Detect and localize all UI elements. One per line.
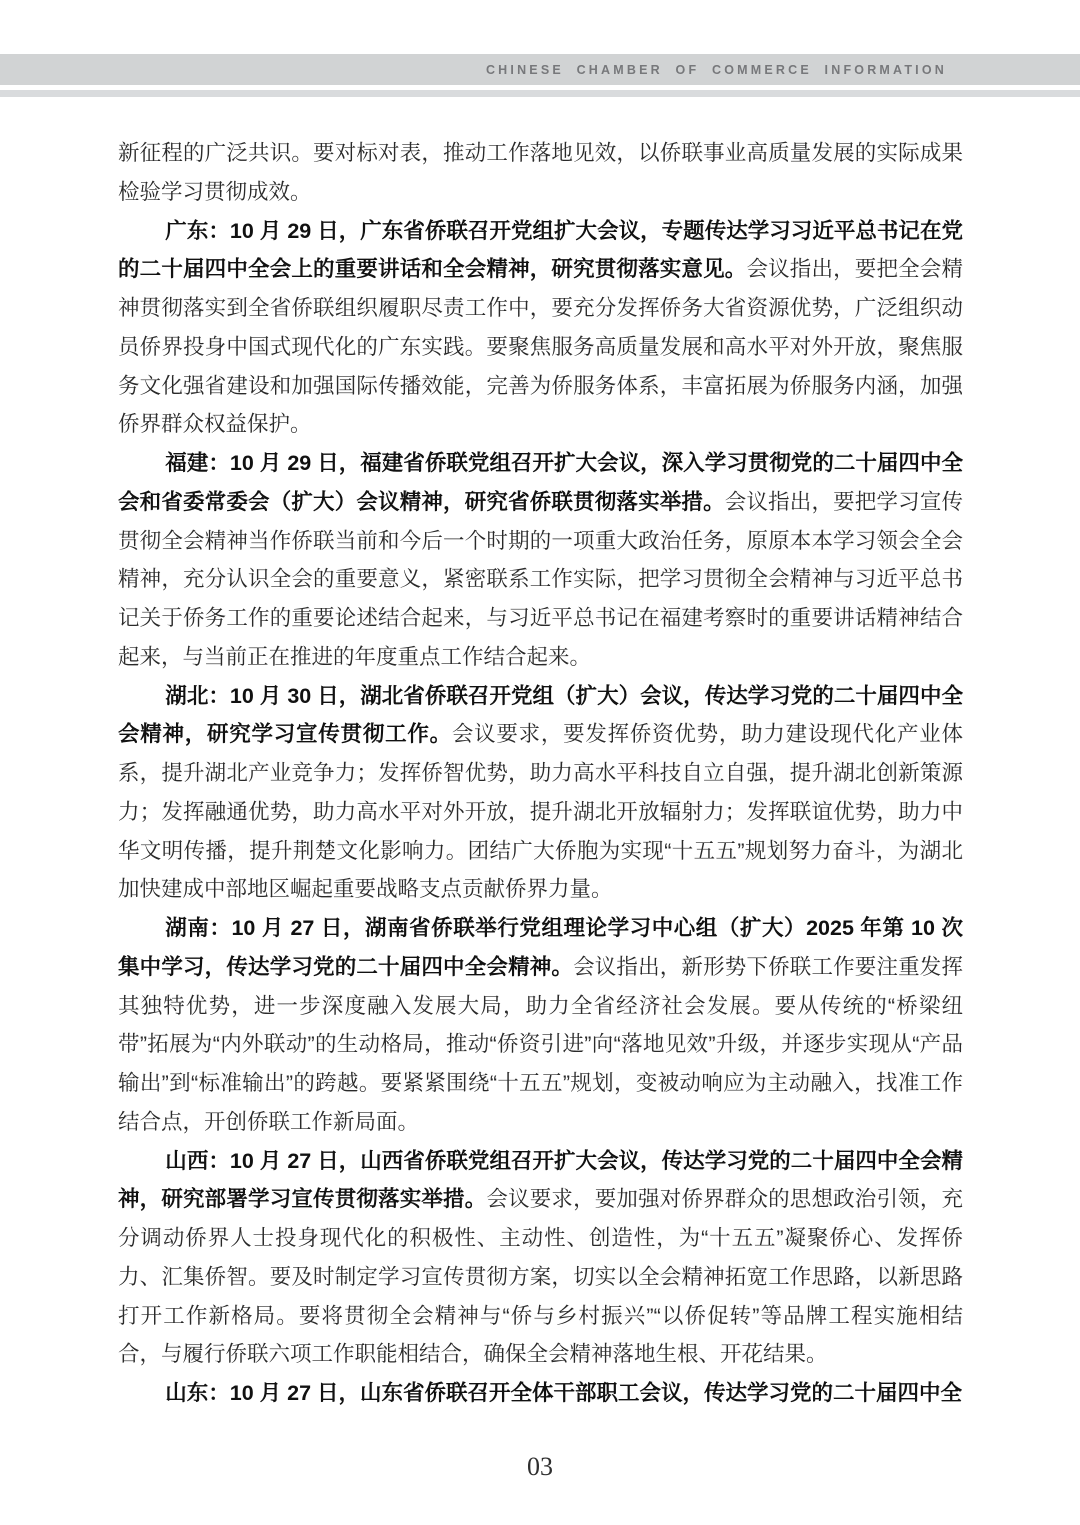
paragraph-lead: 福建：10 月 29 日，福建省侨联党组召开扩大会议，深入学习贯彻党的二十届四中全会和省委常委会（扩大）会议精神，研究省侨联贯彻落实举措。 (118, 451, 963, 514)
header-divider-band (0, 90, 1080, 97)
paragraph-lead: 湖南：10 月 27 日，湖南省侨联举行党组理论学习中心组（扩大）2025 年第 10 次集中学习，传达学习党的二十届四中全会精神。 (118, 916, 963, 979)
paragraph-hubei (118, 677, 963, 910)
paragraph-body: 新征程的广泛共识。要对标对表，推动工作落地见效，以侨联事业高质量发展的实际成果检验学习贯彻成效。 (118, 141, 963, 204)
paragraph-body: 会议指出，要把全会精神贯彻落实到全省侨联组织履职尽责工作中，要充分发挥侨务大省资源优势，广泛组织动员侨界投身中国式现代化的广东实践。要聚焦服务高质量发展和高水平对外开放，聚焦服务文化强省建设和加强国际传播效能，完善为侨服务体系，丰富拓展为侨服务内涵，加强侨界群众权益保护。 (118, 257, 963, 437)
paragraph-body: 会议指出，要把学习宣传贯彻全会精神当作侨联当前和今后一个时期的一项重大政治任务，原原本本学习领会全会精神，充分认识全会的重要意义，紧密联系工作实际，把学习贯彻全会精神与习近平总书记关于侨务工作的重要论述结合起来，与习近平总书记在福建考察时的重要讲话精神结合起来，与当前正在推进的年度重点工作结合起来。 (118, 489, 963, 669)
paragraph-lead: 广东：10 月 29 日，广东省侨联召开党组扩大会议，专题传达学习习近平总书记在党的二十届四中全会上的重要讲话和全会精神，研究贯彻落实意见。 (118, 218, 963, 282)
paragraph-shandong (118, 1374, 963, 1413)
paragraph-fujian (118, 444, 963, 677)
paragraph-body: 会议指出，新形势下侨联工作要注重发挥其独特优势，进一步深度融入发展大局，助力全省经济社会发展。要从传统的“桥梁纽带”拓展为“内外联动”的生动格局，推动“侨资引进”向“落地见效”升级，并逐步实现从“产品输出”到“标准输出”的跨越。要紧紧围绕“十五五”规划，变被动响应为主动融入，找准工作结合点，开创侨联工作新局面。 (118, 954, 963, 1134)
paragraph-body: 会议要求，要加强对侨界群众的思想政治引领，充分调动侨界人士投身现代化的积极性、主动性、创造性，为“十五五”凝聚侨心、发挥侨力、汇集侨智。要及时制定学习宣传贯彻方案，切实以全会精神拓宽工作思路，以新思路打开工作新格局。要将贯彻全会精神与“侨与乡村振兴”“以侨促转”等品牌工程实施相结合，与履行侨联六项工作职能相结合，确保全会精神落地生根、开花结果。 (118, 1187, 963, 1367)
paragraph-lead: 山东：10 月 27 日，山东省侨联召开全体干部职工会议，传达学习党的二十届四中全 (165, 1381, 963, 1405)
paragraph-shanxi (118, 1142, 963, 1375)
paragraph-lead: 湖北：10 月 30 日，湖北省侨联召开党组（扩大）会议，传达学习党的二十届四中全会精神，研究学习宣传贯彻工作。 (118, 683, 963, 747)
paragraph-hunan (118, 909, 963, 1142)
paragraph-lead: 山西：10 月 27 日，山西省侨联党组召开扩大会议，传达学习党的二十届四中全会精神，研究部署学习宣传贯彻落实举措。 (118, 1148, 963, 1212)
article-body (118, 134, 963, 1413)
paragraph-continuation (118, 134, 963, 212)
paragraph-guangdong (118, 212, 963, 445)
paragraph-body: 会议要求，要发挥侨资优势，助力建设现代化产业体系，提升湖北产业竞争力；发挥侨智优势，助力高水平科技自立自强，提升湖北创新策源力；发挥融通优势，助力高水平对外开放，提升湖北开放辐射力；发挥联谊优势，助力中华文明传播，提升荆楚文化影响力。团结广大侨胞为实现“十五五”规划努力奋斗，为湖北加快建成中部地区崛起重要战略支点贡献侨界力量。 (118, 722, 963, 902)
header-banner-text: CHINESE CHAMBER OF COMMERCE INFORMATION (485, 62, 947, 77)
page-number: 03 (527, 1452, 553, 1481)
header-banner (0, 54, 1080, 85)
